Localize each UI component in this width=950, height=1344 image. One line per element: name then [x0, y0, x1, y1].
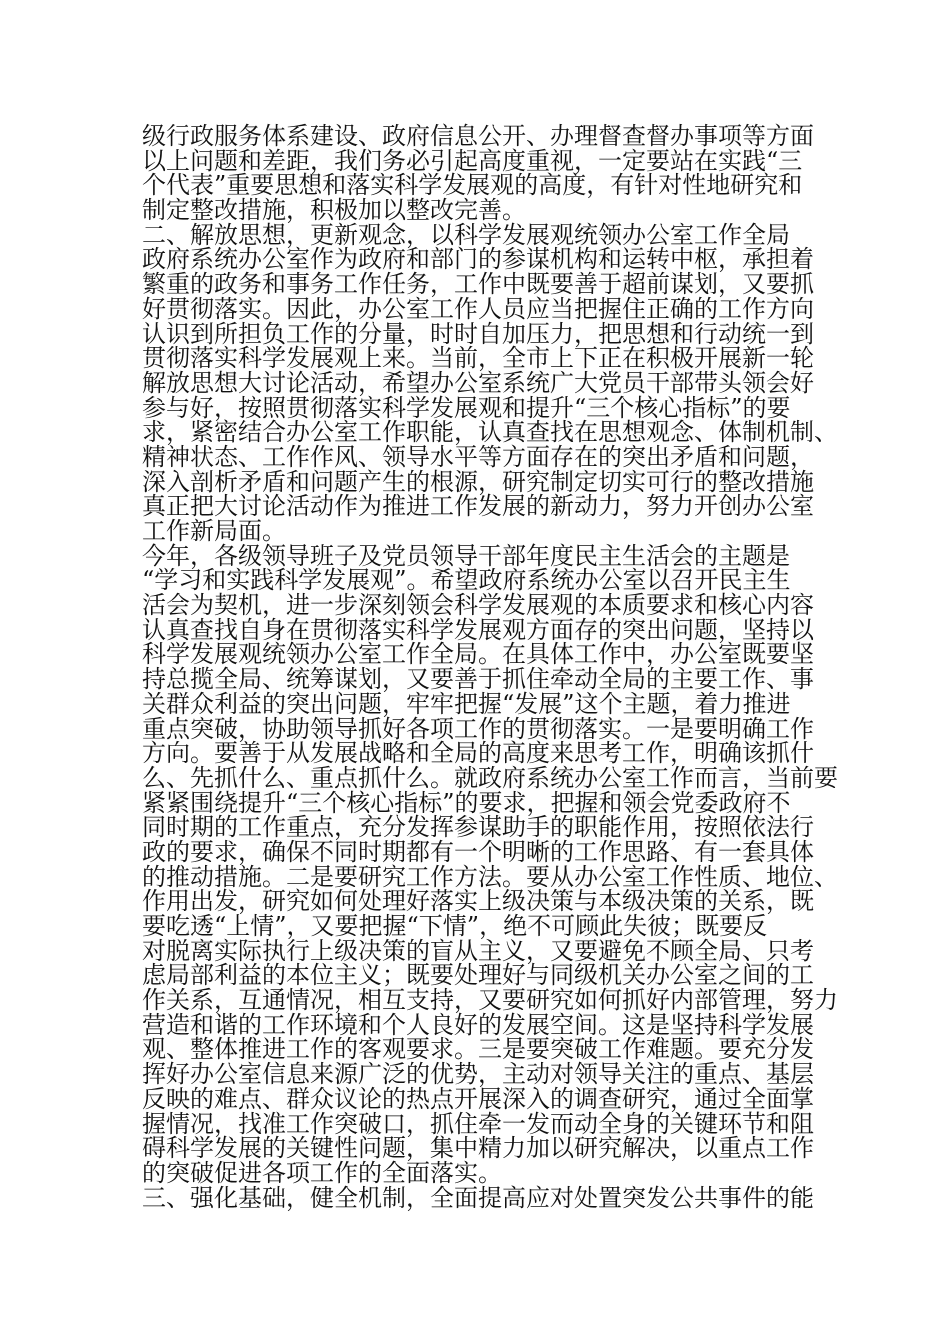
text-line: 的突破促进各项工作的全面落实。: [142, 1158, 502, 1187]
text-line: 政府系统办公室作为政府和部门的参谋机构和运转中枢，承担着: [142, 245, 814, 274]
text-line: 紧紧围绕提升“三个核心指标”的要求，把握和领会党委政府不: [142, 788, 791, 817]
text-line: 个代表”重要思想和落实科学发展观的高度，有针对性地研究和: [142, 171, 803, 200]
text-line: 精神状态、工作作风、领导水平等方面存在的突出矛盾和问题，: [142, 442, 814, 471]
text-line: 三、强化基础，健全机制，全面提高应对处置突发公共事件的能: [142, 1183, 814, 1212]
text-line: 贯彻落实科学发展观上来。当前，全市上下正在积极开展新一轮: [142, 344, 814, 373]
text-line: 反映的难点、群众议论的热点开展深入的调查研究，通过全面掌: [142, 1084, 814, 1113]
text-line: 以上问题和差距，我们务必引起高度重视，一定要站在实践“三: [142, 146, 803, 175]
text-line: 求，紧密结合办公室工作职能，认真查找在思想观念、体制机制、: [142, 418, 838, 447]
text-line: 同时期的工作重点，充分发挥参谋助手的职能作用，按照依法行: [142, 813, 814, 842]
text-line: 方向。要善于从发展战略和全局的高度来思考工作，明确该抓什: [142, 739, 814, 768]
text-line: 重点突破，协助领导抓好各项工作的贯彻落实。一是要明确工作: [142, 714, 814, 743]
text-line: 政的要求，确保不同时期都有一个明晰的工作思路、有一套具体: [142, 837, 814, 866]
text-line: 作关系，互通情况，相互支持，又要研究如何抓好内部管理，努力: [142, 986, 838, 1015]
text-line: 深入剖析矛盾和问题产生的根源，研究制定切实可行的整改措施: [142, 467, 814, 496]
text-line: 营造和谐的工作环境和个人良好的发展空间。这是坚持科学发展: [142, 1010, 814, 1039]
text-line: 真正把大讨论活动作为推进工作发展的新动力，努力开创办公室: [142, 492, 814, 521]
text-line: 今年，各级领导班子及党员领导干部年度民主生活会的主题是: [142, 541, 790, 570]
text-line: 关群众利益的突出问题，牢牢把握“发展”这个主题，着力推进: [142, 689, 791, 718]
text-line: 级行政服务体系建设、政府信息公开、办理督查督办事项等方面: [142, 122, 814, 150]
text-line: 好贯彻落实。因此，办公室工作人员应当把握住正确的工作方向: [142, 294, 814, 323]
text-line: 虑局部利益的本位主义；既要处理好与同级机关办公室之间的工: [142, 961, 814, 990]
text-line: 持总揽全局、统筹谋划，又要善于抓住牵动全局的主要工作、事: [142, 665, 814, 694]
text-line: 观、整体推进工作的客观要求。三是要突破工作难题。要充分发: [142, 1035, 814, 1064]
text-line: 么、先抓什么、重点抓什么。就政府系统办公室工作而言，当前要: [142, 763, 838, 792]
text-line: 参与好，按照贯彻落实科学发展观和提升“三个核心指标”的要: [142, 393, 791, 422]
text-line: 活会为契机，进一步深刻领会科学发展观的本质要求和核心内容: [142, 591, 814, 620]
text-line: 解放思想大讨论活动，希望办公室系统广大党员干部带头领会好: [142, 368, 814, 397]
text-line: “学习和实践科学发展观”。希望政府系统办公室以召开民主生: [142, 566, 791, 595]
text-line: 科学发展观统领办公室工作全局。在具体工作中，办公室既要坚: [142, 640, 814, 669]
text-line: 碍科学发展的关键性问题，集中精力加以研究解决，以重点工作: [142, 1134, 814, 1163]
text-line: 制定整改措施，积极加以整改完善。: [142, 196, 526, 225]
text-line: 的推动措施。二是要研究工作方法。要从办公室工作性质、地位、: [142, 862, 838, 891]
text-line: 繁重的政务和事务工作任务，工作中既要善于超前谋划，又要抓: [142, 270, 814, 299]
text-line: 认识到所担负工作的分量，时时自加压力，把思想和行动统一到: [142, 319, 814, 348]
text-line: 作用出发，研究如何处理好落实上级决策与本级决策的关系，既: [142, 887, 814, 916]
text-line: 二、解放思想，更新观念，以科学发展观统领办公室工作全局: [142, 220, 790, 249]
text-line: 握情况，找准工作突破口，抓住牵一发而动全身的关键环节和阻: [142, 1109, 814, 1138]
text-line: 要吃透“上情”，又要把握“下情”，绝不可顾此失彼；既要反: [142, 912, 768, 940]
text-line: 对脱离实际执行上级决策的盲从主义，又要避免不顾全局、只考: [142, 936, 814, 965]
document-body: [142, 122, 838, 1212]
text-line: 认真查找自身在贯彻落实科学发展观方面存的突出问题，坚持以: [142, 615, 814, 644]
text-line: 挥好办公室信息来源广泛的优势，主动对领导关注的重点、基层: [142, 1060, 814, 1089]
text-line: 工作新局面。: [142, 517, 286, 545]
